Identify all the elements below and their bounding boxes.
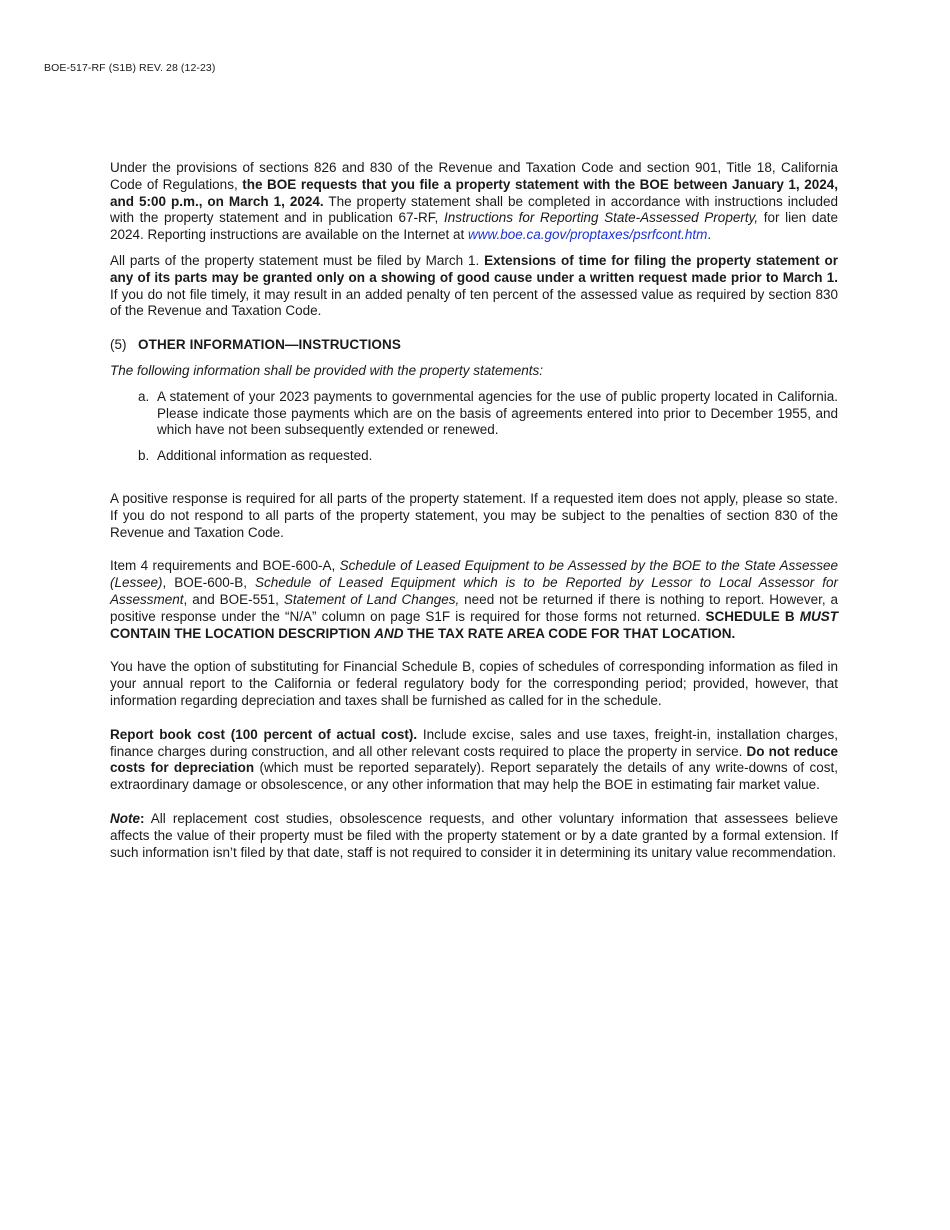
note-label: Note [110,810,140,826]
schedule-b-must: MUST [799,608,838,624]
instructions-body [110,160,838,861]
item4-text-1: Item 4 requirements and BOE-600-A, [110,558,340,574]
section-lead: The following information shall be provided with the property statements: [110,362,543,378]
list-item [138,389,838,439]
filing-text-2: If you do not file timely, it may result in an added penalty of ten percent of the assessed value as required by section 830 of the Revenue and Taxation Code. [110,286,838,319]
list-item [138,448,838,465]
schedule-b-notice-2: CONTAIN THE LOCATION DESCRIPTION [110,625,375,641]
intro-filing-window: the BOE requests that you file a property statement with the BOE between January 1, 2024, and 5:00 p.m., on March 1, 2024. [110,176,838,209]
book-cost-text-2: (which must be reported separately). Report separately the details of any write-downs of cost, extraordinary damage or obsolescence, or any other information that may help the BOE in estimating fair market value. [110,760,838,793]
filing-deadline-paragraph [110,253,838,320]
form-id: BOE-517-RF (S1B) REV. 28 (12-23) [44,62,216,74]
item4-text-2: , BOE-600-B, [162,575,255,591]
note-paragraph [110,811,838,861]
substitution-option-paragraph: You have the option of substituting for Financial Schedule B, copies of schedules of corresponding information as filed in your annual report to the California or federal regulatory body for the corresponding period; provided, however, that information regarding depreciation and taxes shall be furnished as called for in the schedule. [110,659,838,708]
book-cost-paragraph [110,727,838,794]
no-depreciation-notice: Do not reduce costs for depreciation [110,743,838,776]
list-marker: a. [138,388,150,404]
book-cost-text-1: Include excise, sales and use taxes, freight-in, installation charges, finance charges during construction, and all other relevant costs required to place the property in service. [110,726,838,759]
list-marker: b. [138,448,150,464]
boe-600-a-title: Schedule of Leased Equipment to be Assessed by the BOE to the State Assessee (Lessee) [110,558,839,591]
book-cost-heading: Report book cost (100 percent of actual cost). [110,726,418,742]
note-colon: : [140,810,145,826]
boe-551-title: Statement of Land Changes, [283,591,460,607]
item4-text-4: need not be returned if there is nothing to report. However, a positive response under the “N/A” column on page S1F is required for those forms not returned. [110,591,839,624]
intro-text-4: . [707,227,712,243]
section-number: (5) [110,337,127,353]
intro-publication-title: Instructions for Reporting State-Assessed Property, [443,210,759,226]
positive-response-paragraph: A positive response is required for all parts of the property statement. If a requested item does not apply, please so state. If you do not respond to all parts of the property statement, you may be subject to the penalties of section 830 of the Revenue and Taxation Code. [110,490,838,540]
list-item-text: A statement of your 2023 payments to governmental agencies for the use of public property located in California. Please indicate those payments which are on the basis of agreements entered into prior to December 1955, and which have not been subsequently extended or renewed. [157,388,838,438]
list-item-text: Additional information as requested. [157,448,373,464]
intro-text-1: Under the provisions of sections 826 and 830 of the Revenue and Taxation Code and section 901, Title 18, California Code of Regulations, [110,160,838,192]
intro-text-3: for lien date 2024. Reporting instructions are available on the Internet at [110,210,838,243]
item4-text-3: , and BOE-551, [183,591,284,607]
schedule-b-and: AND [374,625,404,641]
boe-600-b-title: Schedule of Leased Equipment which is to be Reported by Lessor to Local Assessor for Assessment [110,575,838,607]
intro-text-2: The property statement shall be completed in accordance with instructions included with the property statement and in publication 67-RF, [110,193,838,226]
item4-paragraph [110,558,838,642]
filing-extension-notice: Extensions of time for filing the property statement or any of its parts may be granted only on a showing of good cause under a written request made prior to March 1. [110,252,838,285]
section-title: OTHER INFORMATION—INSTRUCTIONS [138,337,401,353]
note-text: All replacement cost studies, obsolescence requests, and other voluntary information that assessees believe affects the value of their property must be filed with the property statement or by a date granted by a formal extension. If such information isn’t filed by that date, staff is not required to consider it in determining its unitary value recommendation. [110,810,838,860]
instructions-link[interactable]: www.boe.ca.gov/proptaxes/psrfcont.htm [467,227,708,243]
intro-paragraph [110,160,838,244]
filing-text-1: All parts of the property statement must be filed by March 1. [110,252,485,268]
section-5-heading [110,337,838,354]
schedule-b-notice-3: THE TAX RATE AREA CODE FOR THAT LOCATION. [403,625,736,641]
schedule-b-notice-1: SCHEDULE B [705,608,800,624]
